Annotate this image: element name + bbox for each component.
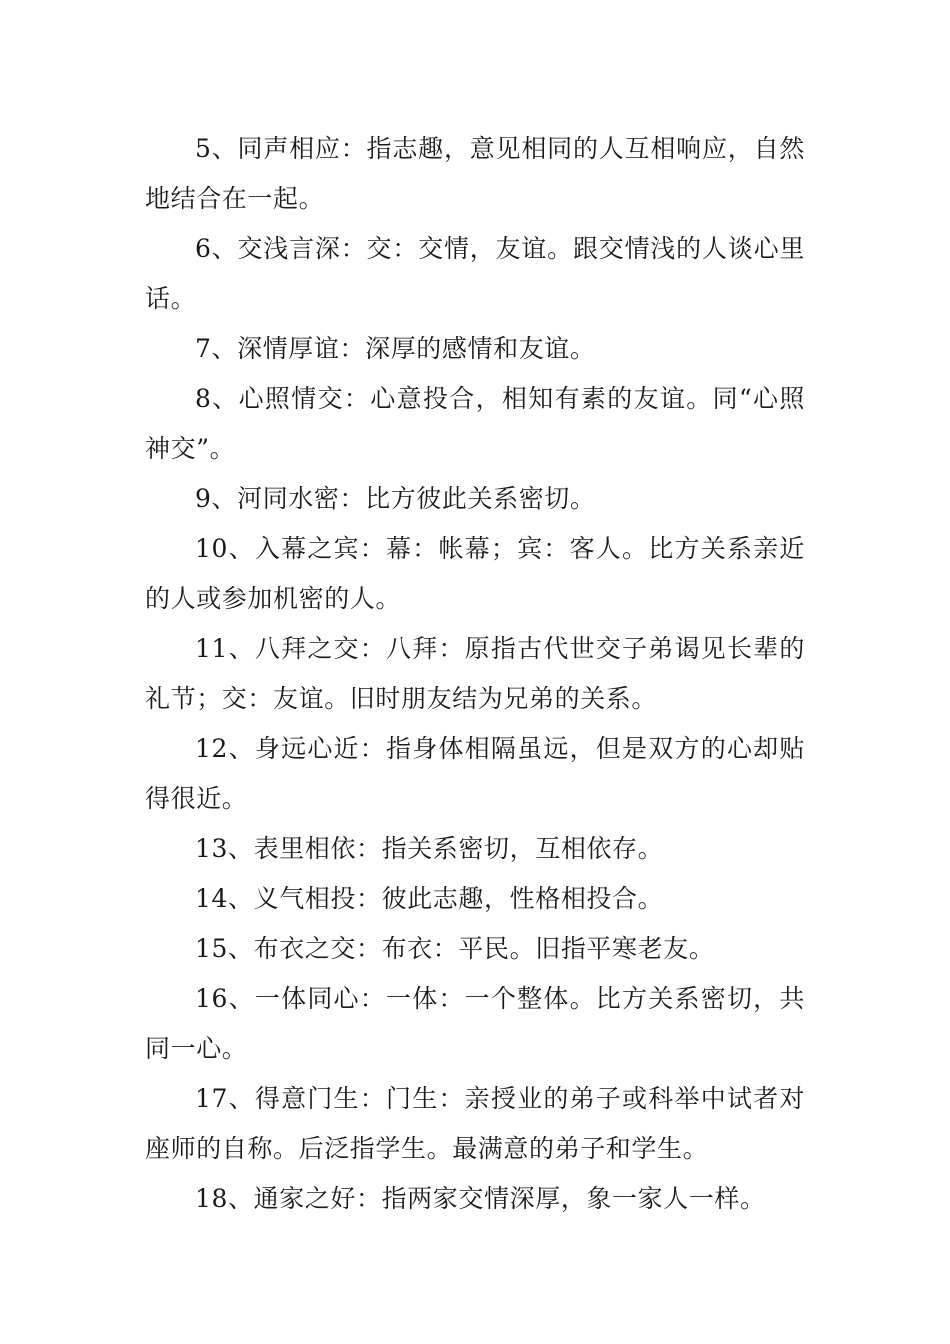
entry-paragraph: 6、交浅言深：交：交情，友谊。跟交情浅的人谈心里话。	[145, 234, 805, 313]
entry-paragraph: 17、得意门生：门生：亲授业的弟子或科举中试者对座师的自称。后泛指学生。最满意的弟子和学生。	[145, 1084, 805, 1163]
entry-paragraph: 8、心照情交：心意投合，相知有素的友谊。同“心照神交”。	[145, 384, 805, 463]
entry-paragraph: 13、表里相依：指关系密切，互相依存。	[195, 834, 664, 863]
entry-paragraph: 5、同声相应：指志趣，意见相同的人互相响应，自然地结合在一起。	[145, 134, 805, 213]
entry-paragraph: 14、义气相投：彼此志趣，性格相投合。	[195, 884, 664, 913]
entry-paragraph: 11、八拜之交：八拜：原指古代世交子弟谒见长辈的礼节；交：友谊。旧时朋友结为兄弟的关系。	[145, 634, 805, 713]
entry-paragraph: 10、入幕之宾：幕：帐幕；宾：客人。比方关系亲近的人或参加机密的人。	[145, 534, 805, 613]
entry-paragraph: 18、通家之好：指两家交情深厚，象一家人一样。	[195, 1184, 766, 1213]
entry-paragraph: 9、河同水密：比方彼此关系密切。	[195, 484, 596, 513]
entry-paragraph: 7、深情厚谊：深厚的感情和友谊。	[195, 334, 596, 363]
entry-paragraph: 16、一体同心：一体：一个整体。比方关系密切，共同一心。	[145, 984, 805, 1063]
document-body	[145, 124, 805, 1224]
entry-paragraph: 15、布衣之交：布衣：平民。旧指平寒老友。	[195, 934, 715, 963]
entry-paragraph: 12、身远心近：指身体相隔虽远，但是双方的心却贴得很近。	[145, 734, 805, 813]
